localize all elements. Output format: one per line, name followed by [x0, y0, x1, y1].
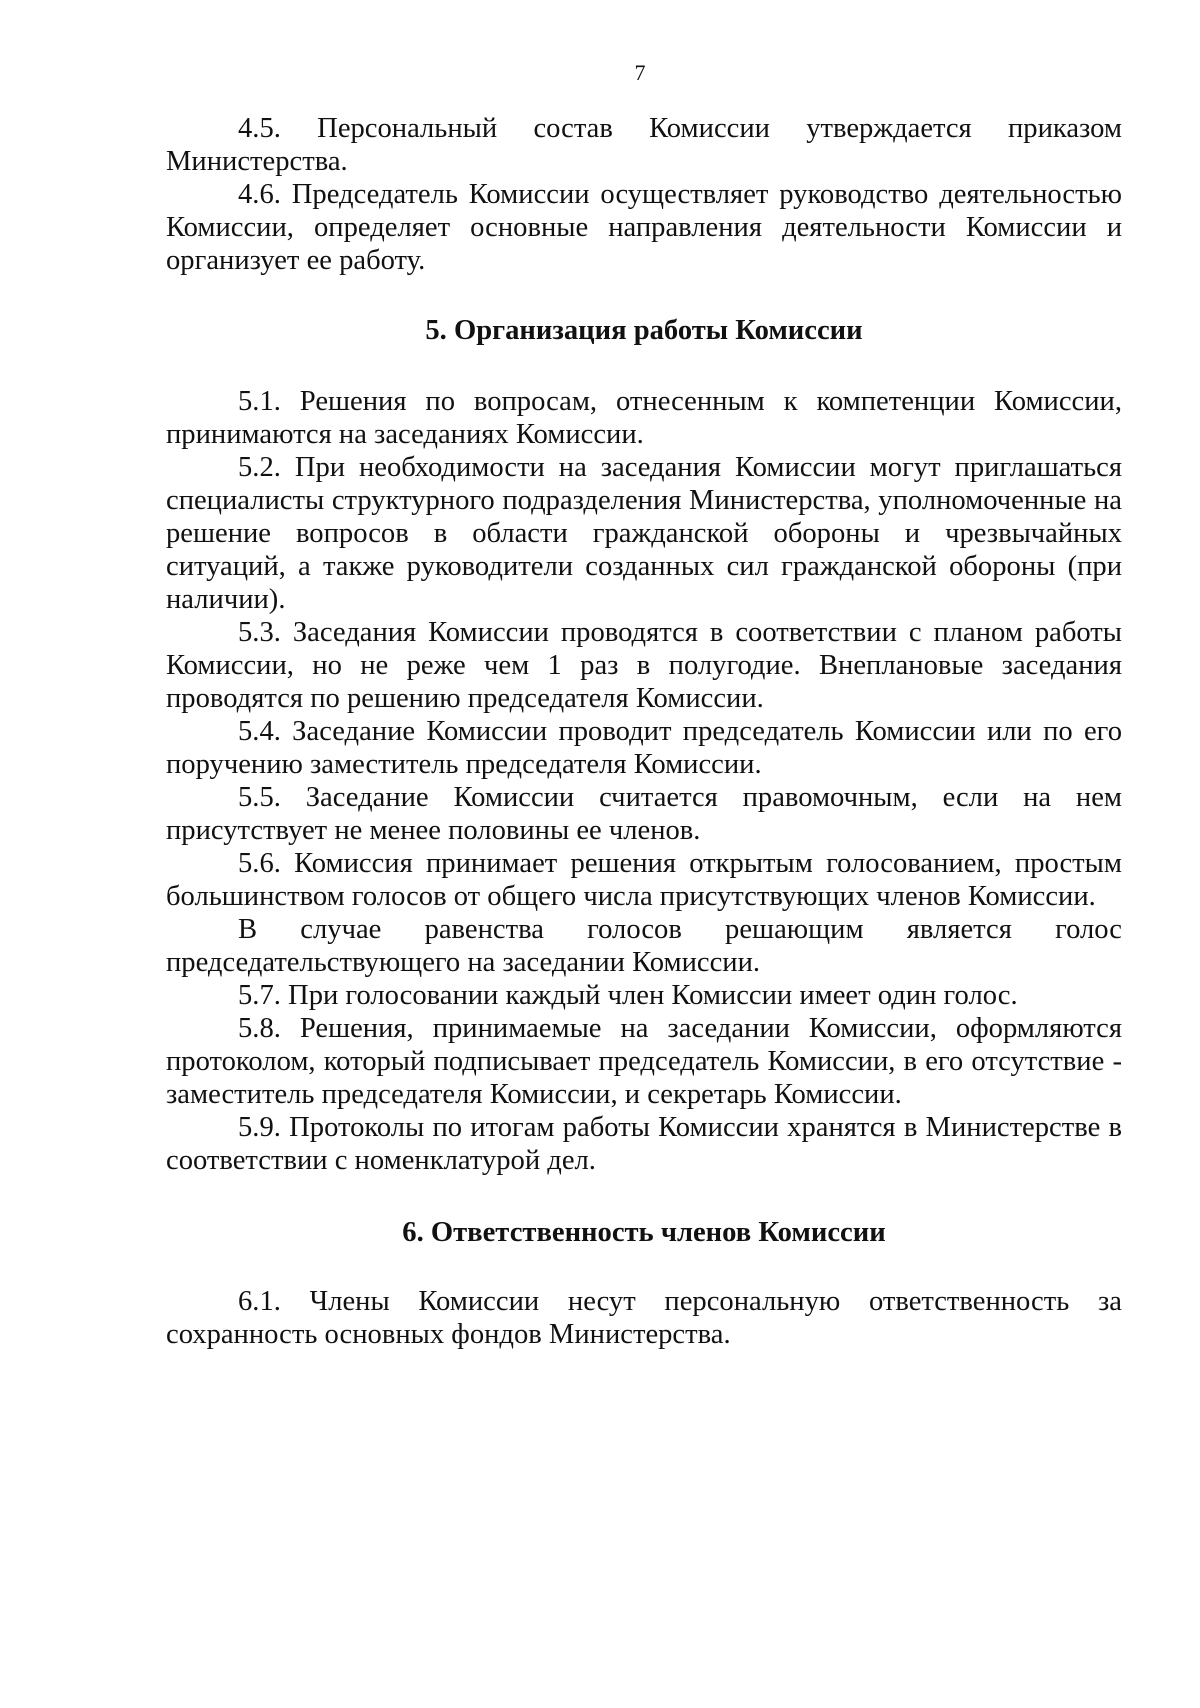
- paragraph-5-6: 5.6. Комиссия принимает решения открытым голосованием, простым большинством голосов от общего числа присутствующих членов Комиссии.: [166, 848, 1122, 912]
- paragraph-5-6-tie: В случае равенства голосов решающим является голос председательствующего на заседании Комиссии.: [166, 914, 1122, 978]
- paragraph-5-1: 5.1. Решения по вопросам, отнесенным к компетенции Комиссии, принимаются на заседаниях Комиссии.: [166, 386, 1122, 450]
- paragraph-4-6: 4.6. Председатель Комиссии осуществляет руководство деятельностью Комиссии, определяет основные направления деятельности Комиссии и организует ее работу.: [166, 179, 1122, 276]
- paragraph-5-4: 5.4. Заседание Комиссии проводит председатель Комиссии или по его поручению заместитель председателя Комиссии.: [166, 716, 1122, 780]
- paragraph-4-5: 4.5. Персональный состав Комиссии утверждается приказом Министерства.: [166, 113, 1122, 177]
- paragraph-5-3: 5.3. Заседания Комиссии проводятся в соответствии с планом работы Комиссии, но не реже чем 1 раз в полугодие. Внеплановые заседания проводятся по решению председателя Комиссии.: [166, 617, 1122, 714]
- paragraph-5-9: 5.9. Протоколы по итогам работы Комиссии хранятся в Министерстве в соответствии с номенклатурой дел.: [166, 1112, 1122, 1176]
- document-body: [166, 112, 1122, 1351]
- section-6-heading: 6. Ответственность членов Комиссии: [402, 1217, 886, 1248]
- paragraph-6-1: 6.1. Члены Комиссии несут персональную ответственность за сохранность основных фондов Министерства.: [166, 1286, 1122, 1350]
- paragraph-5-7: 5.7. При голосовании каждый член Комиссии имеет один голос.: [238, 980, 1018, 1011]
- paragraph-5-8: 5.8. Решения, принимаемые на заседании Комиссии, оформляются протоколом, который подписывает председатель Комиссии, в его отсутствие - заместитель председателя Комиссии, и секретарь Комиссии.: [166, 1013, 1122, 1110]
- paragraph-5-2: 5.2. При необходимости на заседания Комиссии могут приглашаться специалисты структурного подразделения Министерства, уполномоченные на решение вопросов в области гражданской обороны и чрезвычайных ситуаций, а также руководители созданных сил гражданской обороны (при наличии).: [166, 452, 1122, 615]
- page-number: 7: [634, 60, 646, 85]
- section-5-heading: 5. Организация работы Комиссии: [425, 315, 863, 346]
- paragraph-5-5: 5.5. Заседание Комиссии считается правомочным, если на нем присутствует не менее половины ее членов.: [166, 782, 1122, 846]
